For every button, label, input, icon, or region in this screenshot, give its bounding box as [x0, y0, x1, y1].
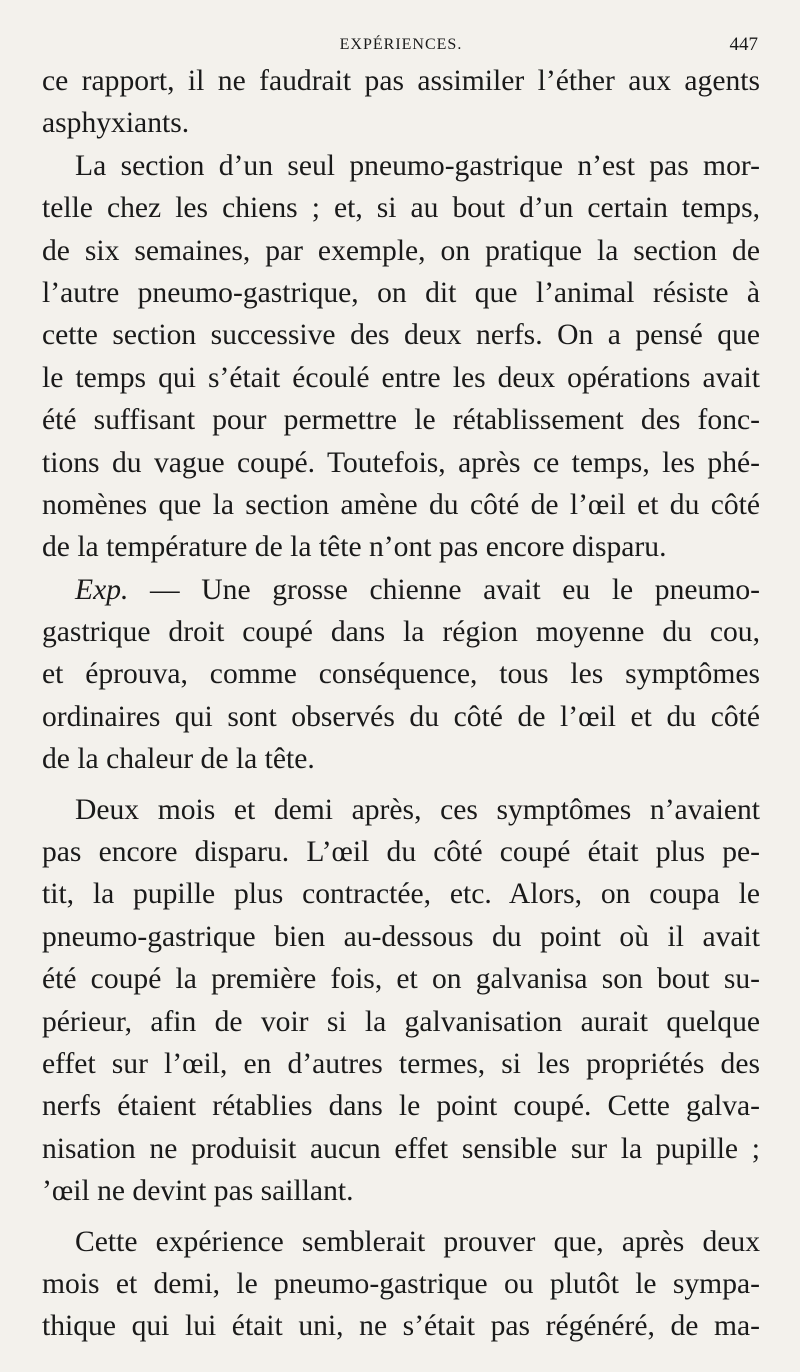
experiment-label: Exp.	[75, 573, 129, 606]
text-line: et éprouva, comme conséquence, tous les symptômes	[42, 658, 760, 691]
text-line: ’œil ne devint pas saillant.	[42, 1175, 354, 1208]
text-line: été suffisant pour permettre le rétablissement des fonc-	[42, 404, 760, 437]
paragraph-section	[42, 145, 760, 569]
text-line: tit, la pupille plus contractée, etc. Alors, on coupa le	[42, 878, 760, 911]
paragraph-conclusion	[42, 1221, 760, 1348]
running-title: EXPÉRIENCES.	[339, 36, 463, 53]
text-line: ordinaires qui sont observés du côté de l’œil et du côté	[42, 700, 760, 733]
text-line: pneumo-gastrique bien au-dessous du point où il avait	[42, 920, 760, 953]
running-header	[42, 0, 760, 60]
text-line: asphyxiants.	[42, 107, 190, 140]
text-line: telle chez les chiens ; et, si au bout d’un certain temps,	[42, 192, 760, 225]
text-line: périeur, afin de voir si la galvanisation aurait quelque	[42, 1005, 760, 1038]
text-line: Deux mois et demi après, ces symptômes n’avaient	[75, 793, 760, 826]
text-line: thique qui lui était uni, ne s’était pas régénéré, de ma-	[42, 1310, 760, 1343]
text-line: nisation ne produisit aucun effet sensible sur la pupille ;	[42, 1132, 760, 1165]
text-line: de six semaines, par exemple, on pratique la section de	[42, 234, 760, 267]
text-line: de la température de la tête n’ont pas encore disparu.	[42, 531, 667, 564]
page-number: 447	[729, 34, 758, 55]
text-line: été coupé la première fois, et on galvanisa son bout su-	[42, 963, 760, 996]
text-line: La section d’un seul pneumo-gastrique n’est pas mor-	[75, 149, 760, 182]
text-fragment: — Une grosse chienne avait eu le pneumo-	[128, 573, 760, 606]
text-line: gastrique droit coupé dans la région moyenne du cou,	[42, 616, 760, 649]
text-line: cette section successive des deux nerfs. On a pensé que	[42, 319, 760, 352]
text-line: de la chaleur de la tête.	[42, 743, 315, 776]
text-line: ce rapport, il ne faudrait pas assimiler l’éther aux agents	[42, 65, 760, 97]
text-line: effet sur l’œil, en d’autres termes, si les propriétés des	[42, 1047, 760, 1080]
text-line: pas encore disparu. L’œil du côté coupé était plus pe-	[42, 836, 760, 869]
text-line: nerfs étaient rétablies dans le point coupé. Cette galva-	[42, 1090, 760, 1123]
paragraph-experiment	[42, 569, 760, 781]
text-line: tions du vague coupé. Toutefois, après ce temps, les phé-	[42, 446, 760, 479]
paragraph-result	[42, 789, 760, 1213]
text-line: mois et demi, le pneumo-gastrique ou plutôt le sympa-	[42, 1267, 760, 1300]
paragraph-continuation	[42, 60, 760, 145]
text-line: le temps qui s’était écoulé entre les deux opérations avait	[42, 361, 760, 394]
text-line: l’autre pneumo-gastrique, on dit que l’animal résiste à	[42, 276, 760, 309]
text-line: Cette expérience semblerait prouver que, après deux	[75, 1225, 760, 1258]
body-text	[42, 60, 760, 1348]
text-line: nomènes que la section amène du côté de l’œil et du côté	[42, 488, 760, 521]
text-line	[42, 569, 760, 611]
